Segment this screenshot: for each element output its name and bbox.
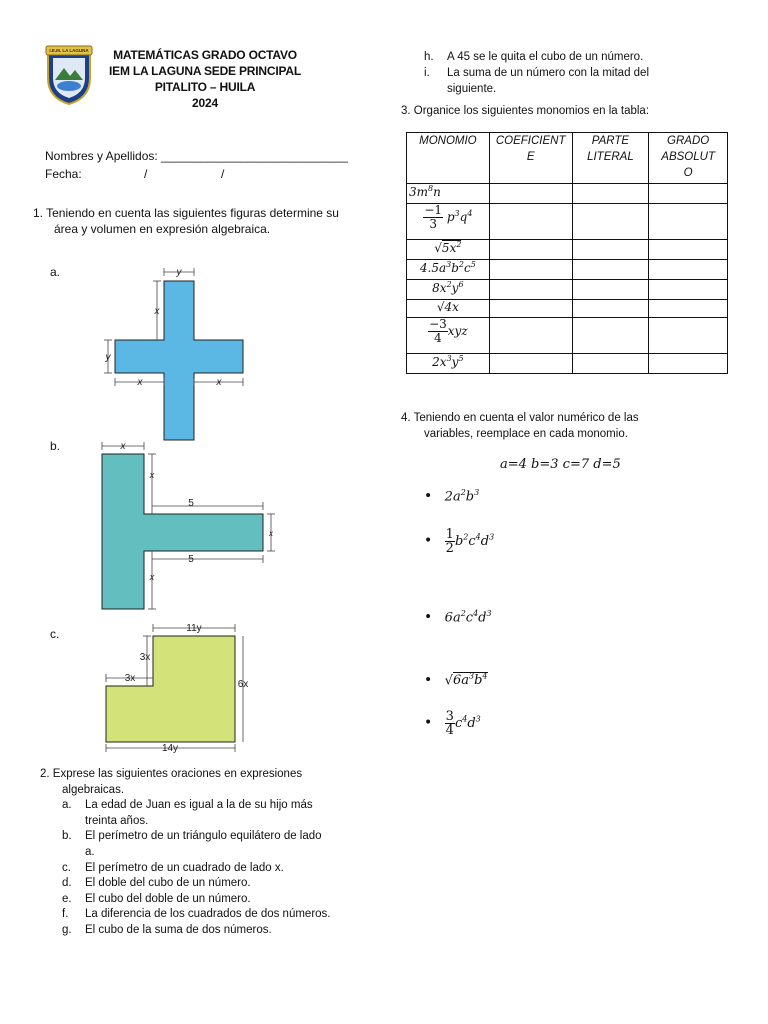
monomial-table — [406, 132, 728, 374]
table-row — [407, 260, 728, 280]
answer-cell[interactable] — [572, 240, 649, 260]
q2-continued — [424, 49, 724, 97]
header-monomio — [407, 133, 490, 184]
fig-b-label-right: x — [269, 529, 273, 538]
l-shape — [106, 636, 235, 742]
list-letter: b. — [62, 830, 72, 843]
answer-cell[interactable] — [489, 260, 572, 280]
monomial-cell: $8x^2y^6$ — [407, 280, 490, 300]
header-line: COEFICIENT — [495, 135, 566, 147]
logo-banner-text: I.E.M. LA LAGUNA — [49, 48, 89, 53]
answer-cell[interactable] — [572, 280, 649, 300]
list-item — [40, 923, 370, 939]
date-separator: / — [221, 167, 225, 181]
figure-a-label: a. — [50, 265, 61, 279]
figure-b-tshape — [95, 440, 285, 615]
header-line: GRADO — [667, 135, 710, 147]
document-header — [100, 47, 310, 111]
t-shape — [102, 454, 263, 609]
list-text: La diferencia de los cuadrados de dos números. — [85, 908, 331, 921]
figure-a-cross — [100, 262, 260, 442]
table-row — [407, 184, 728, 204]
header-line: O — [683, 167, 693, 179]
fig-b-label-top: x — [120, 441, 126, 452]
list-letter: h. — [424, 51, 434, 63]
list-item — [424, 65, 724, 81]
table-row — [407, 354, 728, 374]
q2-list — [40, 798, 370, 938]
header-parte-literal — [572, 133, 649, 184]
header-line: MONOMIO — [419, 135, 477, 147]
header-line: ABSOLUT — [661, 151, 715, 163]
list-text: siguiente. — [447, 83, 497, 95]
answer-cell[interactable] — [649, 184, 728, 204]
list-text: La suma de un número con la mitad del — [447, 67, 650, 79]
figure-c-lshape — [100, 620, 260, 755]
list-text: treinta años. — [85, 814, 149, 827]
answer-cell[interactable] — [489, 280, 572, 300]
answer-cell[interactable] — [489, 300, 572, 318]
q4-line: variables, reemplace en cada monomio. — [424, 428, 628, 440]
list-text: El perímetro de un triángulo equilátero de lado — [85, 830, 322, 843]
answer-cell[interactable] — [649, 280, 728, 300]
list-item — [424, 49, 724, 65]
q2-block — [40, 767, 370, 939]
header-coeficiente — [489, 133, 572, 184]
list-text: El perímetro de un cuadrado de lado x. — [85, 861, 284, 874]
list-item — [40, 892, 370, 908]
list-letter: f. — [62, 908, 69, 921]
answer-cell[interactable] — [489, 354, 572, 374]
list-item — [40, 798, 370, 814]
list-item: • $\frac{1}{2}$ $b^2c^4d^3$ — [424, 527, 495, 556]
list-item — [40, 907, 370, 923]
figure-c-label: c. — [50, 627, 60, 641]
fig-c-label-top: 11y — [186, 623, 202, 634]
list-text: a. — [85, 845, 95, 858]
answer-cell[interactable] — [572, 204, 649, 240]
q2-title: algebraicas. — [62, 783, 125, 796]
answer-cell[interactable] — [649, 300, 728, 318]
fig-a-label-left: y — [105, 352, 111, 363]
monomial-cell: $\frac{-1}{3}$ $p^3q^4$ — [407, 204, 490, 240]
answer-cell[interactable] — [572, 184, 649, 204]
table-row — [407, 318, 728, 354]
header-city: PITALITO – HUILA — [154, 80, 256, 94]
answer-cell[interactable] — [489, 240, 572, 260]
list-letter: g. — [62, 923, 72, 936]
cross-shape — [115, 281, 243, 440]
monomial-cell: √4x — [407, 300, 490, 318]
q1-text — [33, 205, 373, 237]
figure-b-label: b. — [50, 439, 61, 453]
answer-cell[interactable] — [649, 260, 728, 280]
monomial-cell: $√5x^2$ — [407, 240, 490, 260]
list-text: El cubo de la suma de dos números. — [85, 923, 272, 936]
list-item: • $√6a^3b^4$ — [424, 672, 488, 689]
table-header-row — [407, 133, 728, 184]
list-item — [40, 814, 370, 830]
fig-b-label-mid: 5 — [188, 498, 194, 509]
list-item: • $2a^2b^3$ — [424, 488, 480, 505]
q1-line: 1. Teniendo en cuenta las siguientes figuras determine su — [33, 206, 339, 220]
list-item — [40, 861, 370, 877]
header-grado-absoluto — [649, 133, 728, 184]
fig-c-label-right: 6x — [237, 679, 249, 690]
fig-c-label-bottom: 14y — [161, 743, 179, 754]
list-item: • $\frac{3}{4}$ $c^4d^3$ — [424, 709, 481, 738]
fig-c-label-left-h: 3x — [124, 673, 136, 684]
q3-title: 3. Organice los siguientes monomios en la tabla: — [401, 105, 650, 117]
list-letter: e. — [62, 892, 72, 905]
student-name-line: Nombres y Apellidos: ____________________________ — [45, 149, 348, 163]
list-text: A 45 se le quita el cubo de un número. — [447, 51, 644, 63]
answer-cell[interactable] — [572, 318, 649, 354]
answer-cell[interactable] — [649, 204, 728, 240]
date-label: Fecha: — [45, 167, 82, 181]
header-title: MATEMÁTICAS GRADO OCTAVO — [113, 48, 297, 62]
monomial-cell: $2x^3y^5$ — [407, 354, 490, 374]
list-item — [424, 81, 724, 97]
q2-title: 2. Exprese las siguientes oraciones en expresiones — [40, 768, 303, 780]
list-text: El doble del cubo de un número. — [85, 877, 251, 890]
table-row — [407, 300, 728, 318]
answer-cell[interactable] — [572, 260, 649, 280]
table-row — [407, 204, 728, 240]
list-letter: d. — [62, 877, 72, 890]
header-line: E — [526, 151, 535, 163]
answer-cell[interactable] — [572, 354, 649, 374]
school-logo — [44, 44, 94, 106]
list-letter: c. — [62, 861, 71, 874]
fig-b-label-lower: x — [149, 572, 155, 582]
list-item: • $6a^2c^4d^3$ — [424, 609, 492, 626]
variable-values: a=4 b=3 c=7 d=5 — [500, 457, 621, 472]
fig-a-label-bottom-left: x — [137, 377, 143, 388]
header-year: 2024 — [192, 96, 218, 110]
answer-cell[interactable] — [649, 318, 728, 354]
fig-a-label-bottom-right: x — [216, 377, 222, 388]
fig-c-label-left-v: 3x — [139, 652, 151, 663]
fig-b-label-lower-mid: 5 — [188, 554, 194, 565]
q2-continued-list — [424, 49, 724, 97]
answer-cell[interactable] — [572, 300, 649, 318]
q1-line: área y volumen en expresión algebraica. — [54, 222, 271, 236]
table-row — [407, 240, 728, 260]
fig-a-label-side: x — [154, 306, 160, 317]
list-text: La edad de Juan es igual a la de su hijo más — [85, 799, 313, 812]
answer-cell[interactable] — [649, 354, 728, 374]
list-letter: a. — [62, 799, 72, 812]
table-row — [407, 280, 728, 300]
list-item — [40, 876, 370, 892]
answer-cell[interactable] — [489, 184, 572, 204]
header-school: IEM LA LAGUNA SEDE PRINCIPAL — [109, 64, 301, 78]
header-line: LITERAL — [587, 151, 634, 163]
q4-title — [401, 410, 721, 442]
q4-line: 4. Teniendo en cuenta el valor numérico de las — [401, 412, 639, 424]
fig-a-label-top: y — [176, 267, 182, 278]
monomial-cell: $3m^8n$ — [407, 184, 490, 204]
list-item — [40, 829, 370, 845]
list-item — [40, 845, 370, 861]
answer-cell[interactable] — [649, 240, 728, 260]
monomial-cell: $4.5a^3b^2c^5$ — [407, 260, 490, 280]
date-separator: / — [144, 167, 148, 181]
header-line: PARTE — [591, 135, 630, 147]
list-text: El cubo del doble de un número. — [85, 892, 251, 905]
fig-b-label-upper: x — [149, 470, 155, 480]
answer-cell[interactable] — [489, 318, 572, 354]
answer-cell[interactable] — [489, 204, 572, 240]
monomial-cell: $\frac{-3}{4}$ xyz — [407, 318, 490, 354]
list-letter: i. — [424, 67, 430, 79]
